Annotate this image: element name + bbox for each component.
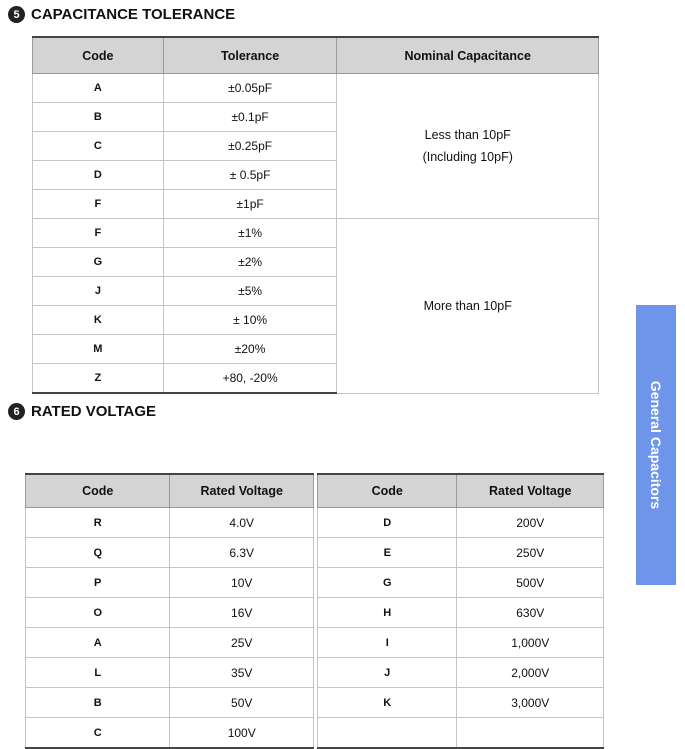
voltage-cell: 3,000V <box>457 688 604 718</box>
code-cell: B <box>26 688 170 718</box>
table-row <box>318 688 604 718</box>
code-cell: L <box>26 658 170 688</box>
voltage-cell: 630V <box>457 598 604 628</box>
tolerance-cell: +80, -20% <box>163 364 337 394</box>
voltage-cell: 500V <box>457 568 604 598</box>
code-cell: K <box>33 306 164 335</box>
section-number-badge: 6 <box>8 403 25 420</box>
voltage-cell: 2,000V <box>457 658 604 688</box>
nominal-cell <box>337 74 599 219</box>
table-header-row <box>33 37 599 74</box>
nominal-cell <box>337 219 599 394</box>
voltage-cell: 200V <box>457 508 604 538</box>
table-row <box>33 74 599 103</box>
table-row <box>318 598 604 628</box>
rated-voltage-table-right <box>317 473 604 749</box>
table-row <box>318 718 604 749</box>
tolerance-cell: ±1pF <box>163 190 337 219</box>
code-cell: R <box>26 508 170 538</box>
header-rated-voltage: Rated Voltage <box>457 474 604 508</box>
code-cell: F <box>33 219 164 248</box>
section-number-badge: 5 <box>8 6 25 23</box>
nominal-line: More than 10pF <box>423 298 512 313</box>
side-tab-label: General Capacitors <box>648 380 665 510</box>
code-cell: O <box>26 598 170 628</box>
section-title-capacitance-tolerance <box>8 6 235 23</box>
capacitance-tolerance-table <box>32 36 599 394</box>
rated-voltage-table-left <box>25 473 314 749</box>
table-row <box>318 568 604 598</box>
code-cell: J <box>318 658 457 688</box>
section-title-text: RATED VOLTAGE <box>31 403 156 420</box>
code-cell: E <box>318 538 457 568</box>
code-cell: K <box>318 688 457 718</box>
tolerance-cell: ±0.25pF <box>163 132 337 161</box>
code-cell: D <box>318 508 457 538</box>
code-cell: P <box>26 568 170 598</box>
tolerance-cell: ±1% <box>163 219 337 248</box>
code-cell: D <box>33 161 164 190</box>
tolerance-cell: ±2% <box>163 248 337 277</box>
code-cell: G <box>33 248 164 277</box>
table-row <box>26 538 314 568</box>
header-code: Code <box>318 474 457 508</box>
table-row <box>33 219 599 248</box>
voltage-cell: 250V <box>457 538 604 568</box>
voltage-cell: 50V <box>170 688 314 718</box>
code-cell: Q <box>26 538 170 568</box>
code-cell: Z <box>33 364 164 394</box>
table-row <box>26 658 314 688</box>
voltage-cell: 25V <box>170 628 314 658</box>
nominal-line: Less than 10pF <box>424 128 511 142</box>
section-title-text: CAPACITANCE TOLERANCE <box>31 6 236 23</box>
table-row <box>318 508 604 538</box>
code-cell: F <box>33 190 164 219</box>
table-header-row <box>26 474 314 508</box>
table-row <box>26 688 314 718</box>
header-rated-voltage: Rated Voltage <box>170 474 314 508</box>
voltage-cell: 4.0V <box>170 508 314 538</box>
section-title-rated-voltage <box>8 403 156 420</box>
table-row <box>26 508 314 538</box>
code-cell: A <box>26 628 170 658</box>
table-row <box>26 598 314 628</box>
voltage-cell <box>457 718 604 749</box>
code-cell: J <box>33 277 164 306</box>
tolerance-cell: ± 0.5pF <box>163 161 337 190</box>
tolerance-cell: ±0.05pF <box>163 74 337 103</box>
voltage-cell: 1,000V <box>457 628 604 658</box>
code-cell: G <box>318 568 457 598</box>
tolerance-cell: ±20% <box>163 335 337 364</box>
header-nominal-capacitance: Nominal Capacitance <box>337 37 599 74</box>
code-cell: C <box>26 718 170 749</box>
nominal-line: (Including 10pF) <box>422 150 513 164</box>
side-tab-general-capacitors[interactable] <box>636 305 676 585</box>
header-tolerance: Tolerance <box>163 37 337 74</box>
code-cell: H <box>318 598 457 628</box>
voltage-cell: 10V <box>170 568 314 598</box>
tolerance-cell: ± 10% <box>163 306 337 335</box>
table-header-row <box>318 474 604 508</box>
voltage-cell: 16V <box>170 598 314 628</box>
voltage-cell: 6.3V <box>170 538 314 568</box>
code-cell <box>318 718 457 749</box>
code-cell: C <box>33 132 164 161</box>
header-code: Code <box>26 474 170 508</box>
code-cell: A <box>33 74 164 103</box>
voltage-cell: 35V <box>170 658 314 688</box>
table-row <box>26 568 314 598</box>
header-code: Code <box>33 37 164 74</box>
tolerance-cell: ±0.1pF <box>163 103 337 132</box>
table-row <box>318 658 604 688</box>
voltage-cell: 100V <box>170 718 314 749</box>
table-row <box>318 628 604 658</box>
tolerance-cell: ±5% <box>163 277 337 306</box>
code-cell: B <box>33 103 164 132</box>
table-row <box>26 718 314 749</box>
code-cell: I <box>318 628 457 658</box>
table-row <box>318 538 604 568</box>
code-cell: M <box>33 335 164 364</box>
table-row <box>26 628 314 658</box>
